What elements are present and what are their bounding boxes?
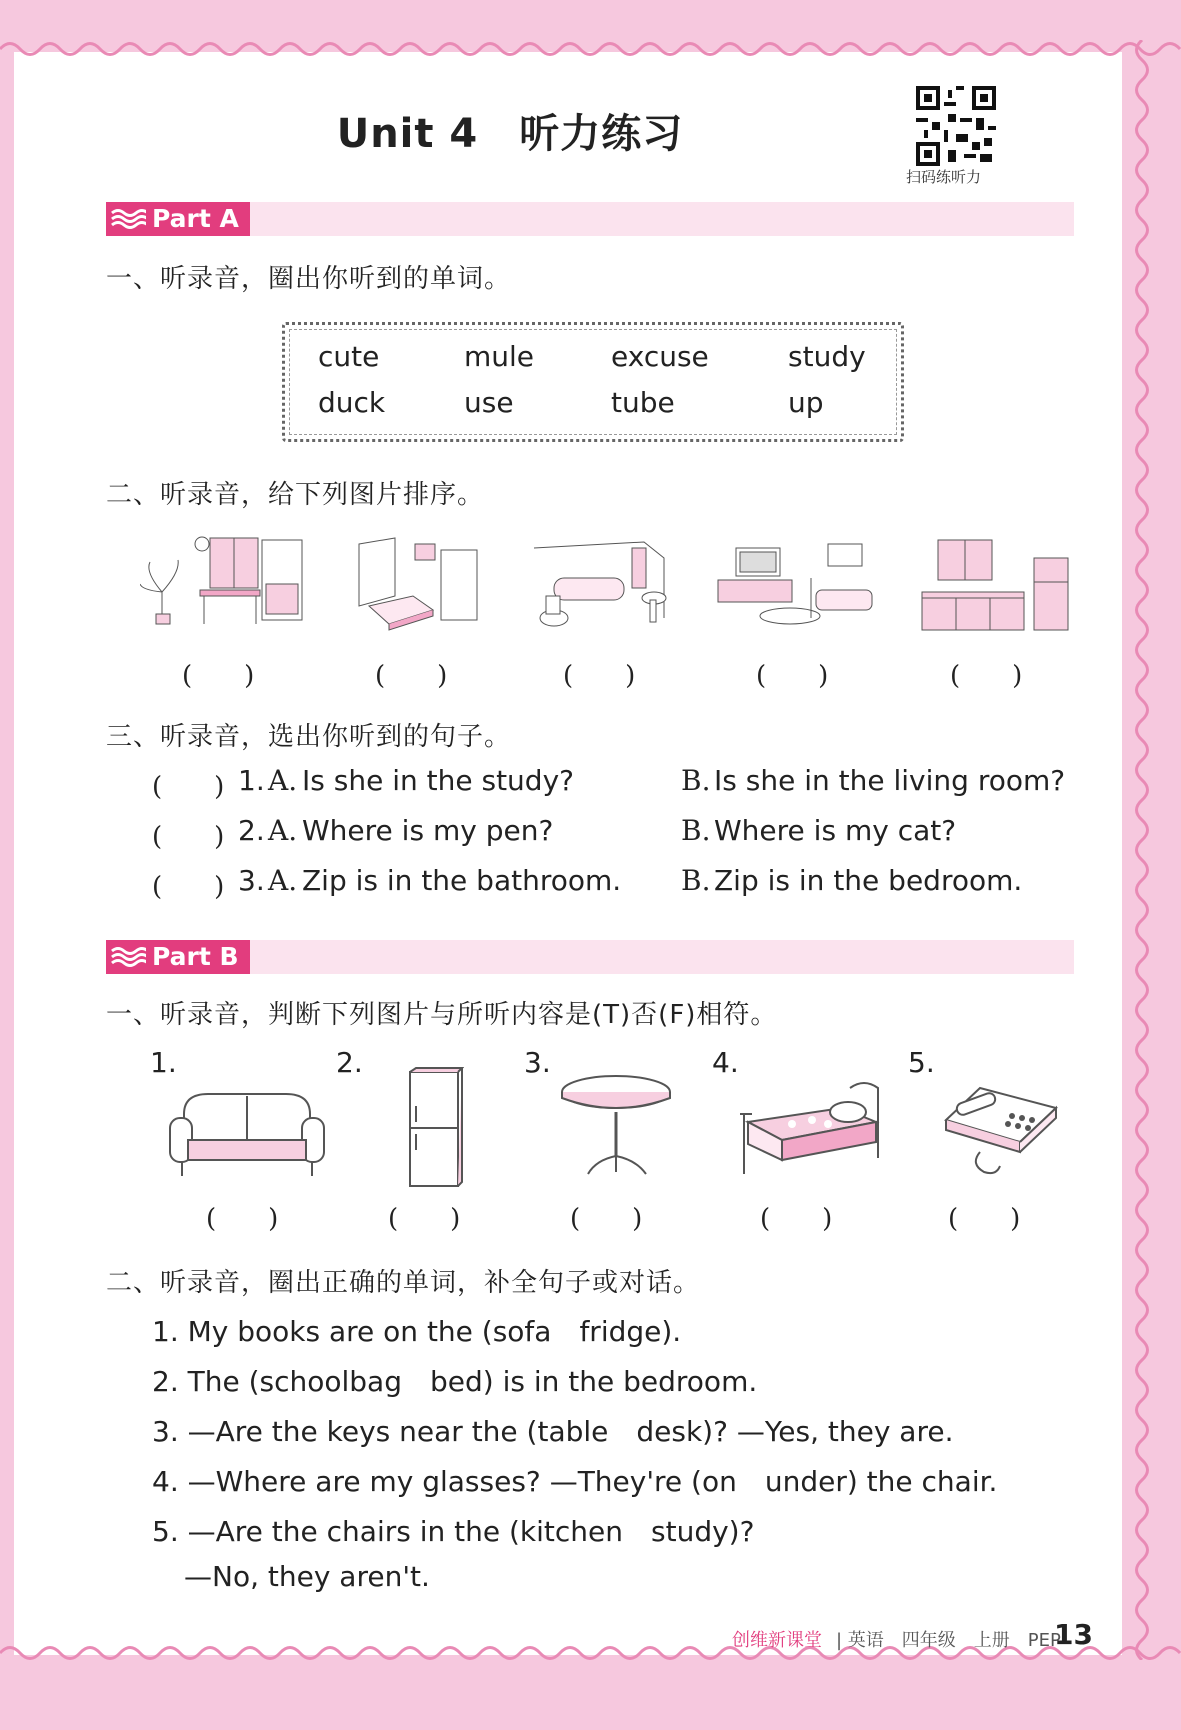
fill-sentence[interactable]: 4. —Where are my glasses? —They're (on under) the chair. — [152, 1465, 998, 1498]
answer-paren[interactable]: ( ) — [570, 1204, 643, 1234]
qr-caption: 扫码练听力 — [906, 168, 982, 186]
part-b-label: Part B — [152, 942, 239, 971]
question-number: 1. — [238, 764, 265, 797]
part-b-q2-title: 二、听录音，圈出正确的单词，补全句子或对话。 — [106, 1268, 701, 1298]
option-b[interactable]: Is she in the living room? — [714, 764, 1066, 797]
word-option[interactable]: mule — [464, 340, 535, 373]
answer-paren[interactable]: ( ) — [563, 661, 636, 691]
wave-icon — [110, 208, 146, 230]
part-a-tag — [106, 202, 250, 236]
answer-paren[interactable]: ( ) — [182, 661, 255, 691]
option-a[interactable]: Where is my pen? — [302, 814, 554, 847]
answer-paren[interactable]: ( ) — [152, 772, 225, 802]
picture-number: 5. — [908, 1046, 935, 1079]
option-letter: A. — [268, 814, 298, 847]
wavy-border-right — [1131, 40, 1153, 1660]
table-picture — [560, 1074, 672, 1180]
fill-sentence[interactable]: 2. The (schoolbag bed) is in the bedroom. — [152, 1365, 758, 1398]
qr-code-icon[interactable] — [916, 86, 996, 166]
bed-picture — [738, 1078, 884, 1182]
answer-paren[interactable]: ( ) — [152, 872, 225, 902]
fill-sentence[interactable]: 1. My books are on the (sofa fridge). — [152, 1315, 682, 1348]
option-b[interactable]: Where is my cat? — [714, 814, 957, 847]
footer-subject: | 英语 四年级 上册 PEP — [836, 1630, 1061, 1651]
question-number: 3. — [238, 864, 265, 897]
answer-paren[interactable]: ( ) — [950, 661, 1023, 691]
picture-number: 4. — [712, 1046, 739, 1079]
picture-number: 1. — [150, 1046, 177, 1079]
picture-number: 2. — [336, 1046, 363, 1079]
part-a-q2-title: 二、听录音，给下列图片排序。 — [106, 480, 485, 510]
living-room-picture — [716, 538, 874, 632]
phone-picture — [940, 1080, 1064, 1176]
part-a-q1-title: 一、听录音，圈出你听到的单词。 — [106, 264, 512, 294]
fridge-picture — [408, 1066, 464, 1190]
fill-sentence[interactable]: 3. —Are the keys near the (table desk)? —Yes, they are. — [152, 1415, 954, 1448]
option-b[interactable]: Zip is in the bedroom. — [714, 864, 1023, 897]
option-a[interactable]: Zip is in the bathroom. — [302, 864, 622, 897]
option-letter: B. — [681, 814, 711, 847]
option-letter: A. — [268, 764, 298, 797]
word-option[interactable]: cute — [318, 340, 380, 373]
footer-brand: 创维新课堂 — [732, 1630, 822, 1651]
part-a-label: Part A — [152, 204, 239, 233]
option-letter: A. — [268, 864, 298, 897]
page-title: Unit 4 听力练习 — [336, 111, 684, 157]
kitchen-picture — [920, 538, 1070, 632]
option-letter: B. — [681, 764, 711, 797]
part-b-bar — [106, 940, 1074, 974]
word-option[interactable]: up — [788, 386, 824, 419]
study-room-picture — [140, 532, 310, 632]
answer-paren[interactable]: ( ) — [388, 1204, 461, 1234]
answer-paren[interactable]: ( ) — [948, 1204, 1021, 1234]
answer-paren[interactable]: ( ) — [375, 661, 448, 691]
page-number: 13 — [1054, 1618, 1093, 1651]
part-a-q3-title: 三、听录音，选出你听到的句子。 — [106, 722, 512, 752]
answer-paren[interactable]: ( ) — [756, 661, 829, 691]
fill-sentence[interactable]: 5. —Are the chairs in the (kitchen study)? — [152, 1515, 755, 1548]
option-letter: B. — [681, 864, 711, 897]
bedroom-picture — [355, 536, 485, 632]
bathroom-picture — [524, 538, 674, 634]
word-option[interactable]: excuse — [611, 340, 709, 373]
word-option[interactable]: tube — [611, 386, 675, 419]
sofa-picture — [168, 1084, 326, 1180]
word-option[interactable]: duck — [318, 386, 386, 419]
question-number: 2. — [238, 814, 265, 847]
part-a-bar — [106, 202, 1074, 236]
part-b-q1-title: 一、听录音，判断下列图片与所听内容是(T)否(F)相符。 — [106, 1000, 778, 1030]
word-option[interactable]: study — [788, 340, 866, 373]
option-a[interactable]: Is she in the study? — [302, 764, 575, 797]
wavy-border-top — [0, 38, 1181, 60]
wave-icon — [110, 946, 146, 968]
fill-sentence: —No, they aren't. — [184, 1560, 430, 1593]
part-b-tag — [106, 940, 250, 974]
word-option[interactable]: use — [464, 386, 514, 419]
picture-number: 3. — [524, 1046, 551, 1079]
answer-paren[interactable]: ( ) — [152, 822, 225, 852]
answer-paren[interactable]: ( ) — [760, 1204, 833, 1234]
answer-paren[interactable]: ( ) — [206, 1204, 279, 1234]
